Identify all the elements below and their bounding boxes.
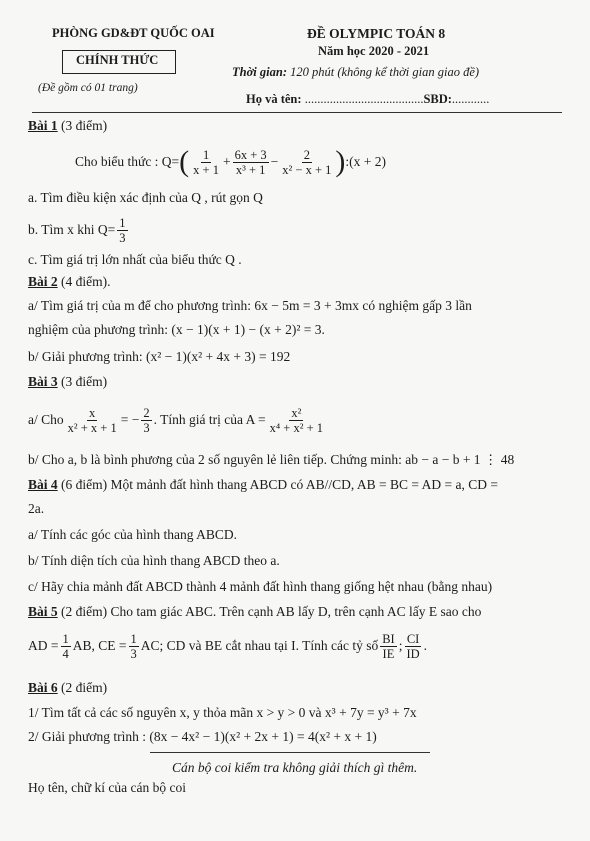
problem-1a: a. Tìm điều kiện xác định của Q , rút gọn Q — [28, 190, 263, 205]
problem-1b: b. Tìm x khi Q= $\frac{1}{3}$ — [28, 215, 126, 245]
proctor-signature-label: Họ tên, chữ kí của cán bộ coi — [28, 780, 187, 795]
problem-2-heading: Bài 2 (4 điểm). — [28, 274, 111, 289]
problem-1c: c. Tìm giá trị lớn nhất của biểu thức Q . — [28, 252, 242, 267]
problem-3-heading: Bài 3 (3 điểm) — [28, 374, 108, 389]
problem-5-heading: Bài 5 (2 điểm) Cho tam giác ABC. Trên cạnh AB lấy D, trên cạnh AC lấy E sao cho — [28, 604, 482, 619]
problem-1-heading: Bài 1 (3 điểm) — [28, 118, 108, 133]
problem-2a-line2: nghiệm của phương trình: (x − 1)(x + 1) − (x + 2)² = 3. — [28, 322, 325, 337]
header-divider — [32, 112, 562, 113]
footer-divider — [150, 752, 430, 753]
problem-4-line2: 2a. — [28, 501, 45, 516]
official-label: CHÍNH THỨC — [76, 53, 159, 67]
problem-4a: a/ Tính các góc của hình thang ABCD. — [28, 527, 237, 542]
problem-4-heading: Bài 4 (6 điểm) Một mảnh đất hình thang ABCD có AB//CD, AB = BC = AD = a, CD = — [28, 477, 498, 492]
school-year: Năm học 2020 - 2021 — [318, 44, 430, 58]
problem-5-ratios: AD = $\frac{1}{4}$ AB, CE = $\frac{1}{3}$ AC; CD và BE cắt nhau tại I. Tính các tỷ số $\frac{BI}{IE}$ ; $\frac{CI}{ID}$ . — [28, 631, 428, 661]
problem-1-expression: Cho biểu thức : Q= ( $\frac{1}{x + 1}$ + $\frac{6x + 3}{\text{x³ + 1}}$ − $\frac{2}{\text{x² − x + 1}}$ ) :(x + 2) — [75, 145, 387, 178]
problem-6-1: 1/ Tìm tất cả các số nguyên x, y thỏa mãn x > y > 0 và x³ + 7y = y³ + 7x — [28, 705, 417, 720]
problem-3b: b/ Cho a, b là bình phương của 2 số nguyên lẻ liên tiếp. Chứng minh: ab − a − b + 1 ⋮ 48 — [28, 452, 515, 467]
department-name: PHÒNG GD&ĐT QUỐC OAI — [52, 26, 215, 40]
page-count-note: (Đề gồm có 01 trang) — [38, 82, 138, 94]
candidate-info-line: Họ và tên: ......................................SBD:............ — [246, 92, 490, 106]
exam-title: ĐỀ OLYMPIC TOÁN 8 — [307, 26, 446, 41]
problem-2b: b/ Giải phương trình: (x² − 1)(x² + 4x + 3) = 192 — [28, 349, 291, 364]
problem-4c: c/ Hãy chia mảnh đất ABCD thành 4 mảnh đất hình thang giống hệt nhau (bằng nhau) — [28, 579, 493, 594]
problem-6-heading: Bài 6 (2 điểm) — [28, 680, 108, 695]
time-limit: Thời gian: 120 phút (không kể thời gian giao đề) — [232, 65, 480, 79]
problem-4b: b/ Tính diện tích của hình thang ABCD theo a. — [28, 553, 280, 568]
problem-2a-line1: a/ Tìm giá trị của m để cho phương trình: 6x − 5m = 3 + 3mx có nghiệm gấp 3 lần — [28, 298, 472, 313]
footer-note: Cán bộ coi kiểm tra không giải thích gì thêm. — [172, 760, 418, 775]
problem-3a: a/ Cho $\frac{x}{\text{x² + x + 1}}$ = − $\frac{2}{3}$ . Tính giá trị của A = $\frac{\text{x²}}{\text{x⁴ + x² + 1}}$ — [28, 405, 324, 435]
problem-6-2: 2/ Giải phương trình : (8x − 4x² − 1)(x² + 2x + 1) = 4(x² + x + 1) — [28, 729, 377, 744]
